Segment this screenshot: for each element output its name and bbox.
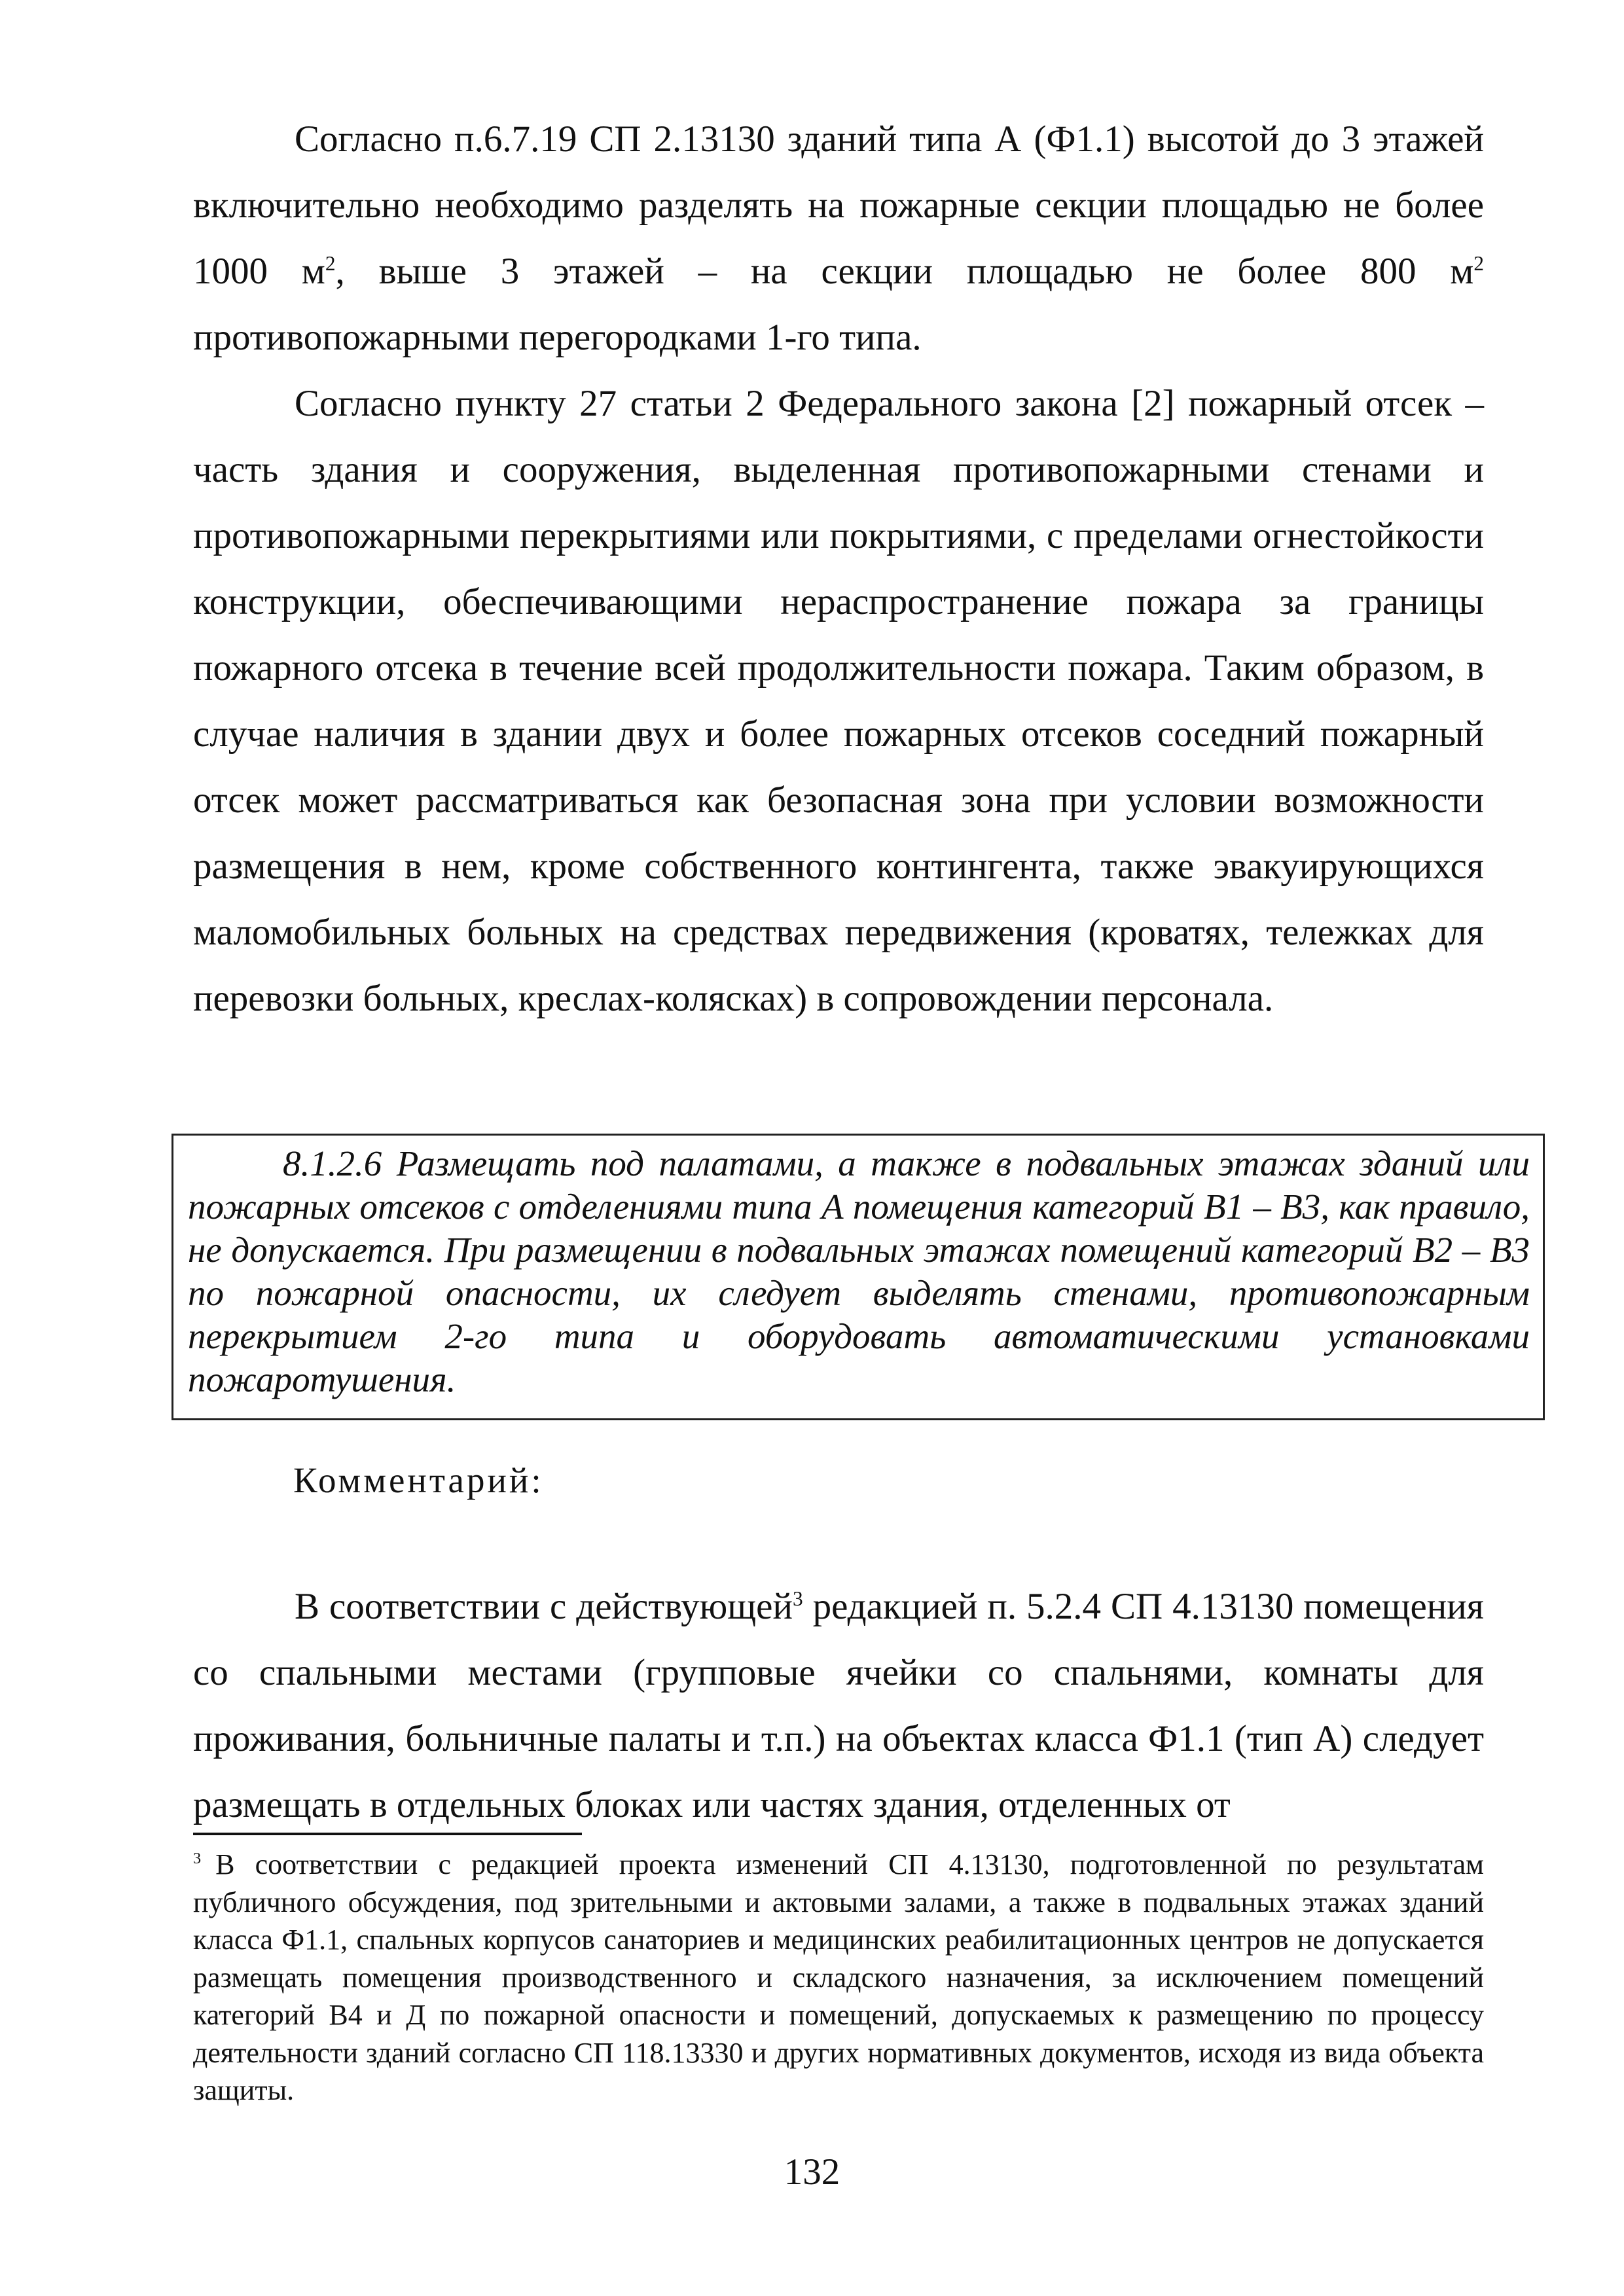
superscript-square: 2	[325, 252, 336, 275]
paragraph1-text-c: противопожарными перегородками 1-го типа.	[193, 317, 922, 358]
regulation-quote-text: 8.1.2.6 Размещать под палатами, а также в подвальных этажах зданий или пожарных отсеков с отделениями типа А помещения категорий В1 – В3, как правило, не допускается. При размещении в подвальных этажах помещений категорий В2 – В3 по пожарной опасности, их следует выделять стенами, противопожарным перекрытием 2-го типа и оборудовать автоматическими установками пожаротушения.	[188, 1143, 1530, 1399]
superscript-square: 2	[1473, 252, 1484, 275]
footnote-reference[interactable]: 3	[792, 1587, 803, 1610]
paragraph-comment	[193, 1573, 1484, 1838]
paragraph3-text-a: В соответствии с действующей	[295, 1586, 793, 1627]
paragraph3-text-b: редакцией п. 5.2.4 СП 4.13130 помещения со спальными местами (групповые ячейки со спальнями, комнаты для проживания, больничные палаты и т.п.) на объектах класса Ф1.1 (тип А) следует размещать в отдельных блоках или частях здания, отделенных от	[193, 1586, 1484, 1825]
paragraph-fire-sections	[193, 106, 1484, 370]
paragraph-fire-compartment: Согласно пункту 27 статьи 2 Федерального закона [2] пожарный отсек – часть здания и сооружения, выделенная противопожарными стенами и противопожарными перекрытиями или покрытиями, с пределами огнестойкости конструкции, обеспечивающими нераспространение пожара за границы пожарного отсека в течение всей продолжительности пожара. Таким образом, в случае наличия в здании двух и более пожарных отсеков соседний пожарный отсек может рассматриваться как безопасная зона при условии возможности размещения в нем, кроме собственного контингента, также эвакуирующихся маломобильных больных на средствах передвижения (кроватях, тележках для перевозки больных, креслах-колясках) в сопровождении персонала.	[193, 383, 1484, 1019]
footnote-divider	[193, 1833, 582, 1835]
footnote-text: В соответствии с редакцией проекта изменений СП 4.13130, подготовленной по результатам публичного обсуждения, под зрительными и актовыми залами, а также в подвальных этажах зданий класса Ф1.1, спальных корпусов санаториев и медицинских реабилитационных центров не допускается размещать помещения производственного и складского назначения, за исключением помещений категорий В4 и Д по пожарной опасности и помещений, допускаемых к размещению по процессу деятельности зданий согласно СП 118.13330 и других нормативных документов, исходя из вида объекта защиты.	[193, 1848, 1484, 2106]
footnote	[193, 1846, 1484, 2109]
paragraph1-text-a: Согласно п.6.7.19 СП 2.13130 зданий типа А (Ф1.1) высотой до 3 этажей включительно необходимо разделять на пожарные секции площадью не более 1000 м	[193, 118, 1484, 292]
paragraph1-text-b: , выше 3 этажей – на секции площадью не более 800 м	[335, 251, 1474, 292]
comment-heading: Комментарий:	[293, 1460, 544, 1500]
regulation-quote-box	[171, 1134, 1545, 1420]
page-number: 132	[784, 2151, 840, 2193]
footnote-mark: 3	[193, 1850, 202, 1868]
